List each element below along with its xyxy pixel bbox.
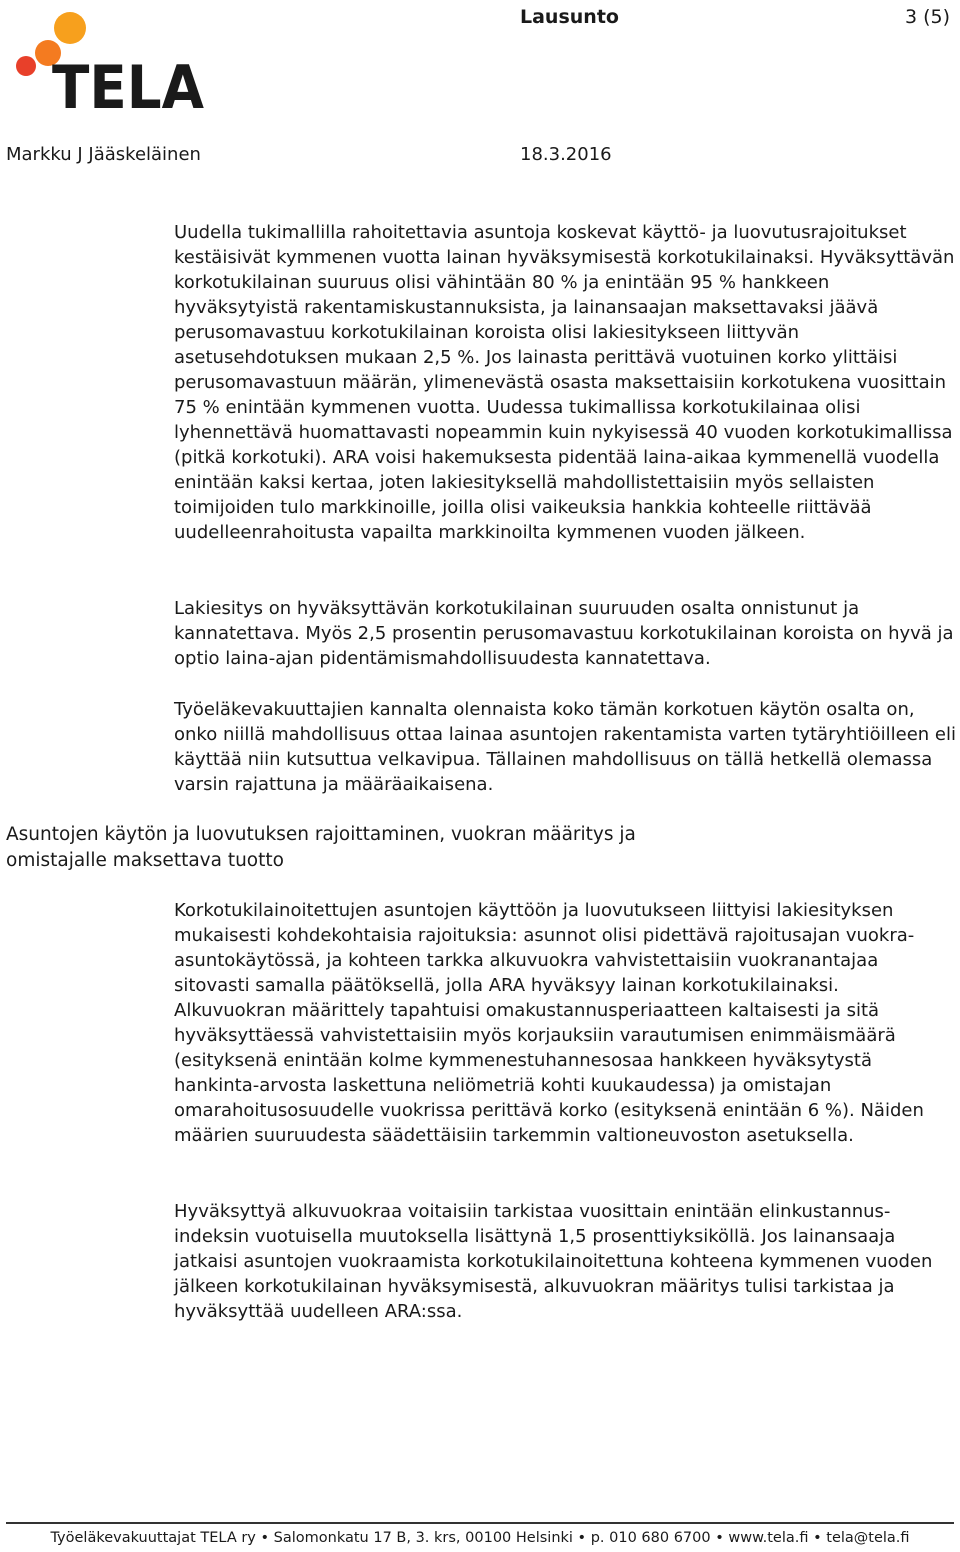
page-number: 3 (5) — [905, 6, 951, 28]
paragraph-leverage: Työeläkevakuuttajien kannalta olennaista koko tämän korkotuen käytön osalta on, onko niillä mahdollisuus ottaa lainaa asuntojen rakentamista varten tytäryhtiöilleen eli käyttää niin kutsuttua velkavipua. Tällainen mahdollisuus on tällä hetkellä olemassa varsin rajattuna ja määräaikaisena. — [174, 699, 956, 795]
tela-logo — [12, 8, 212, 114]
document-date: 18.3.2016 — [520, 144, 612, 165]
author-name: Markku J Jääskeläinen — [6, 144, 201, 165]
footer-contact: Työeläkevakuuttajat TELA ry • Salomonkatu 17 B, 3. krs, 00100 Helsinki • p. 010 680 6700 • www.tela.fi • tela@tela.fi — [50, 1530, 910, 1546]
paragraph-loan-amount-assessment: Lakiesitys on hyväksyttävän korkotukilainan suuruuden osalta onnistunut ja kannatettava. Myös 2,5 prosentin perusomavastuu korkotukilainan koroista on hyvä ja optio laina-ajan pidentämismahdollisuudesta kannatettava. — [174, 598, 954, 669]
paragraph-interest-subsidy-model: Uudella tukimallilla rahoitettavia asuntoja koskevat käyttö- ja luovutusrajoitukset kestäisivät kymmenen vuotta lainan hyväksymisestä korkotukilainaksi. Hyväksyttävän korkotukilainan suuruus olisi vähintään 80 % ja enintään 95 % hankkeen hyväksytyistä rakentamiskustannuksista, ja lainansaajan maksettavaksi jäävä perusomavastuu korkotukilainan koroista olisi lakiesitykseen liittyvän asetusehdotuksen mukaan 2,5 %. Jos lainasta perittävä vuotuinen korko ylittäisi perusomavastuun määrän, ylimenevästä osasta maksettaisiin korkotukena vuosittain 75 % enintään kymmenen vuotta. Uudessa tukimallissa korkotukilainaa olisi lyhennettävä huomattavasti nopeammin kuin nykyisessä 40 vuoden korkotukimallissa (pitkä korkotuki). ARA voisi hakemuksesta pidentää laina-aikaa kymmenellä vuodella enintään kaksi kertaa, joten lakiesityksellä mahdollistettaisiin myös sellaisten toimijoiden tulo markkinoille, joilla olisi vaikeuksia hankkia kohteelle riittävää uudelleenrahoitusta vapailta markkinoilta kymmenen vuoden jälkeen. — [174, 222, 955, 543]
paragraph-use-restrictions: Korkotukilainoitettujen asuntojen käyttöön ja luovutukseen liittyisi lakiesityksen mukaisesti kohdekohtaisia rajoituksia: asunnot olisi pidettävä rajoitusajan vuokra-asuntokäytössä, ja kohteen tarkka alkuvuokra vahvistettaisiin vuokranantajaa sitovasti samalla päätöksellä, jolla ARA hyväksyy lainan korkotukilainaksi. Alkuvuokran määrittely tapahtuisi omakustannusperiaatteen kaltaisesti ja sitä hyväksyttäessä vahvistettaisiin myös korjauksiin varautumisen enimmäismäärä (esityksenä enintään kolme kymmenestuhannesosaa hankkeen hyväksytystä hankinta-arvosta laskettuna neliömetriä kohti kuukaudessa) ja omistajan omarahoitusosuudelle vuokrissa perittävä korko (esityksenä enintään 6 %). Näiden määrien suuruudesta säädettäisiin tarkemmin valtioneuvoston asetuksella. — [174, 900, 924, 1146]
logo-text: TELA — [52, 53, 205, 114]
paragraph-rent-review: Hyväksyttyä alkuvuokraa voitaisiin tarkistaa vuosittain enintään elinkustannus-indeksin vuotuisella muutoksella lisättynä 1,5 prosenttiyksiköllä. Jos lainansaaja jatkaisi asuntojen vuokraamista korkotukilainoitettuna kohteena kymmenen vuoden jälkeen korkotukilainan hyväksymisestä, alkuvuokran määritys tulisi tarkistaa ja hyväksyttää uudelleen ARA:ssa. — [174, 1201, 933, 1322]
document-type: Lausunto — [520, 6, 619, 28]
footer-divider — [6, 1522, 954, 1524]
logo-dot-red — [16, 56, 36, 76]
section-heading: Asuntojen käytön ja luovutuksen rajoittaminen, vuokran määritys ja omistajalle maksettava tuotto — [6, 824, 636, 871]
logo-dot-amber — [54, 12, 86, 44]
